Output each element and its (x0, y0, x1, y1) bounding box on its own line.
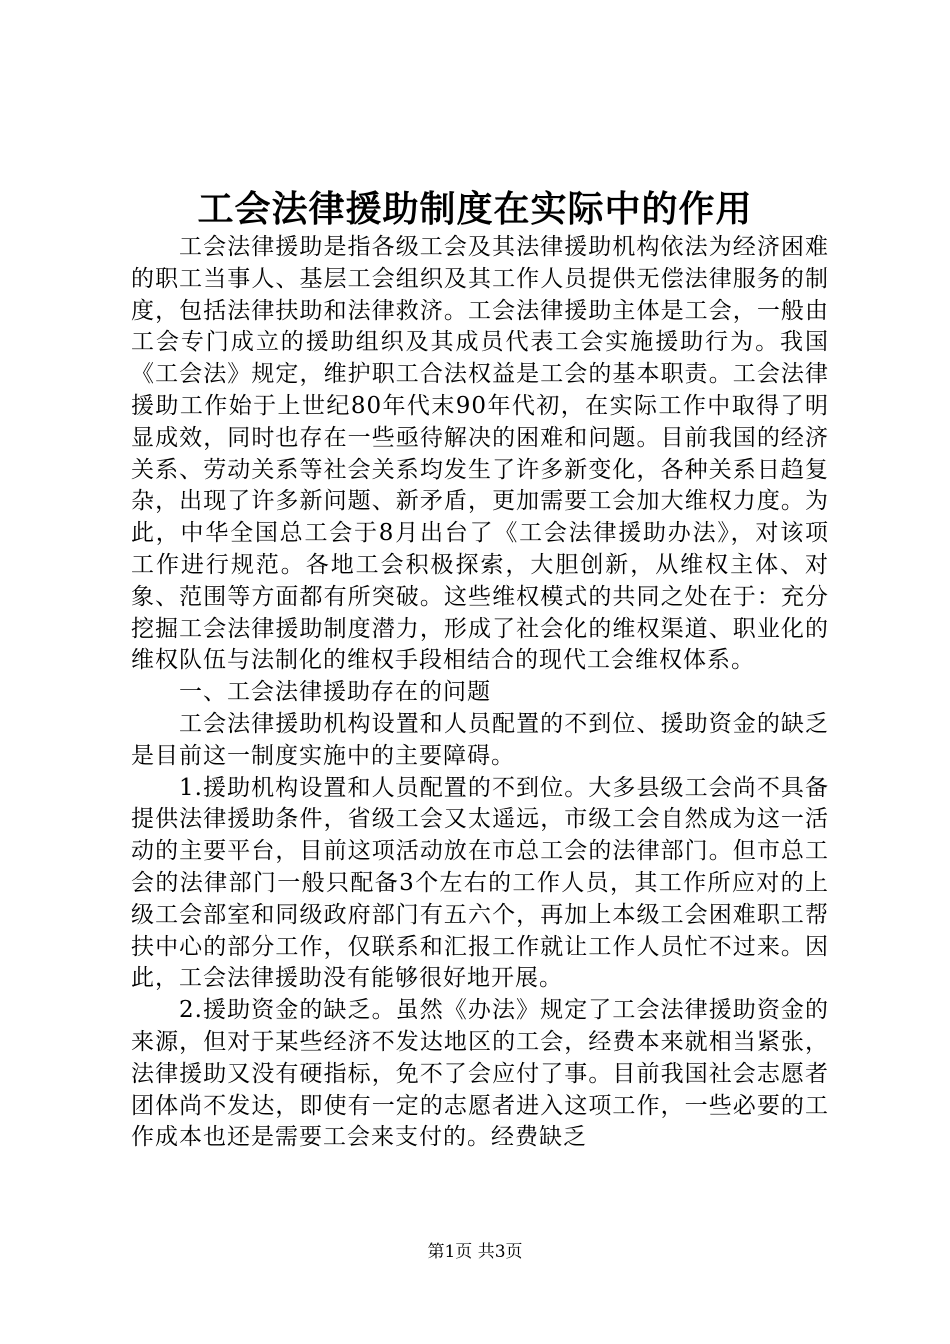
paragraph-intro: 工会法律援助是指各级工会及其法律援助机构依法为经济困难的职工当事人、基层工会组织及其工作人员提供无偿法律服务的制度，包括法律扶助和法律救济。工会法律援助主体是工会，一般由工会专门成立的援助组织及其成员代表工会实施援助行为。我国《工会法》规定，维护职工合法权益是工会的基本职责。工会法律援助工作始于上世纪80年代末90年代初，在实际工作中取得了明显成效，同时也存在一些亟待解决的困难和问题。目前我国的经济关系、劳动关系等社会关系均发生了许多新变化，各种关系日趋复杂，出现了许多新问题、新矛盾，更加需要工会加大维权力度。为此，中华全国总工会于8月出台了《工会法律援助办法》，对该项工作进行规范。各地工会积极探索，大胆创新，从维权主体、对象、范围等方面都有所突破。这些维权模式的共同之处在于：充分挖掘工会法律援助制度潜力，形成了社会化的维权渠道、职业化的维权队伍与法制化的维权手段相结合的现代工会维权体系。 (131, 234, 829, 674)
page-footer: 第1页 共3页 (427, 1242, 523, 1262)
document-title: 工会法律援助制度在实际中的作用 (197, 189, 753, 230)
paragraph-point-1: 1.援助机构设置和人员配置的不到位。大多县级工会尚不具备提供法律援助条件，省级工会又太遥远，市级工会自然成为这一活动的主要平台，目前这项活动放在市总工会的法律部门。但市总工会的法律部门一般只配备3个左右的工作人员，其工作所应对的上级工会部室和同级政府部门有五六个，再加上本级工会困难职工帮扶中心的部分工作，仅联系和汇报工作就让工作人员忙不过来。因此，工会法律援助没有能够很好地开展。 (131, 774, 829, 992)
document-body (131, 232, 829, 1154)
section-heading-problems: 一、工会法律援助存在的问题 (179, 679, 491, 706)
paragraph-obstacles: 工会法律援助机构设置和人员配置的不到位、援助资金的缺乏是目前这一制度实施中的主要障碍。 (131, 710, 829, 769)
paragraph-point-2: 2.援助资金的缺乏。虽然《办法》规定了工会法律援助资金的来源，但对于某些经济不发达地区的工会，经费本来就相当紧张，法律援助又没有硬指标，免不了会应付了事。目前我国社会志愿者团体尚不发达，即使有一定的志愿者进入这项工作，一些必要的工作成本也还是需要工会来支付的。经费缺乏 (131, 997, 829, 1151)
